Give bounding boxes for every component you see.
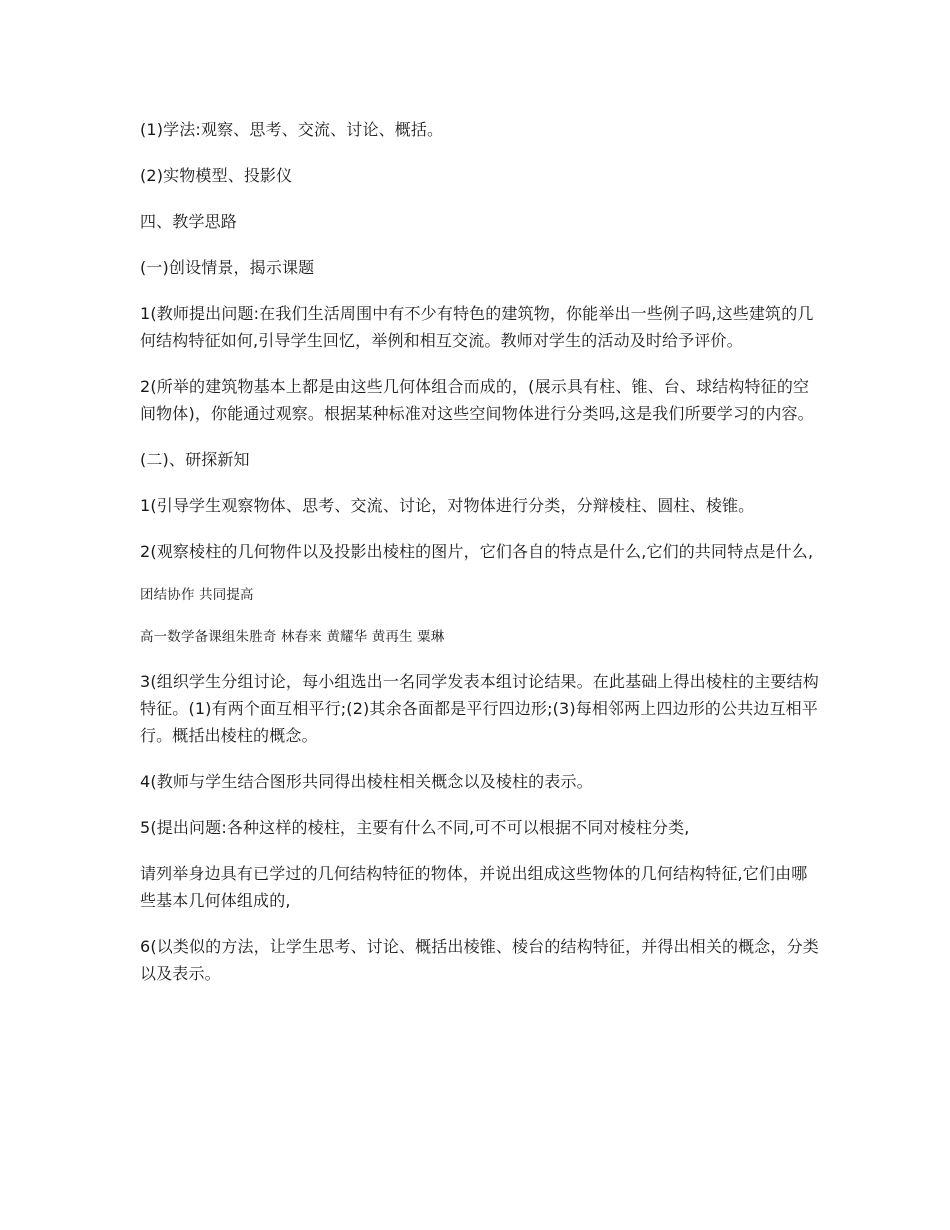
paragraph-teaching-aids: (2)实物模型、投影仪 xyxy=(140,166,293,185)
paragraph-explore-1: 1(引导学生观察物体、思考、交流、讨论，对物体进行分类，分辩棱柱、圆柱、棱锥。 xyxy=(140,496,755,515)
paragraph-explore-2: 2(观察棱柱的几何物件以及投影出棱柱的图片，它们各自的特点是什么,它们的共同特点是什么, xyxy=(140,542,814,561)
subsection-heading-new-knowledge: (二)、研探新知 xyxy=(140,450,250,469)
paragraph-explore-5-continued: 请列举身边具有已学过的几何结构特征的物体，并说出组成这些物体的几何结构特征,它们由哪些基本几何体组成的, xyxy=(140,864,808,910)
section-heading-teaching-approach: 四、教学思路 xyxy=(140,212,237,231)
paragraph-explore-5: 5(提出问题:各种这样的棱柱，主要有什么不同,可不可以根据不同对棱柱分类, xyxy=(140,818,690,837)
paragraph-step-1: 1(教师提出问题:在我们生活周围中有不少有特色的建筑物，你能举出一些例子吗,这些建筑的几何结构特征如何,引导学生回忆，举例和相互交流。教师对学生的活动及时给予评价。 xyxy=(140,304,814,350)
paragraph-explore-4: 4(教师与学生结合图形共同得出棱柱相关概念以及棱柱的表示。 xyxy=(140,772,593,791)
paragraph-explore-3: 3(组织学生分组讨论，每小组选出一名同学发表本组讨论结果。在此基础上得出棱柱的主要结构特征。(1)有两个面互相平行;(2)其余各面都是平行四边形;(3)每相邻两上四边形的公共边互相平行。概括出棱柱的概念。 xyxy=(140,672,819,745)
paragraph-step-2: 2(所举的建筑物基本上都是由这些几何体组合而成的，(展示具有柱、锥、台、球结构特征的空间物体)，你能通过观察。根据某种标准对这些空间物体进行分类吗,这是我们所要学习的内容。 xyxy=(140,377,814,423)
footer-motto: 团结协作 共同提高 xyxy=(140,587,254,603)
footer-authors: 高一数学备课组朱胜奇 林春来 黄耀华 黄再生 粟琳 xyxy=(140,629,445,645)
subsection-heading-introduction: (一)创设情景，揭示课题 xyxy=(140,258,315,277)
paragraph-explore-6: 6(以类似的方法，让学生思考、讨论、概括出棱锥、棱台的结构特征，并得出相关的概念，分类以及表示。 xyxy=(140,937,819,983)
document-body xyxy=(140,116,820,1006)
paragraph-study-method: (1)学法:观察、思考、交流、讨论、概括。 xyxy=(140,120,444,139)
